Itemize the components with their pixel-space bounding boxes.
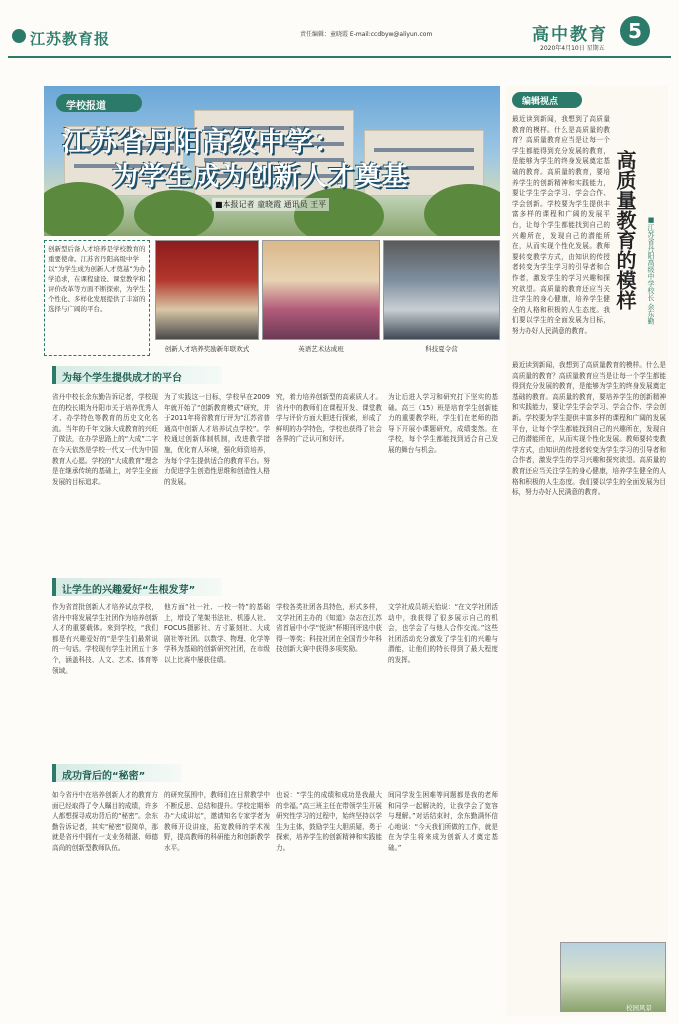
commentary-title: 高质量教育的模样 xyxy=(613,150,637,310)
commentary-tag: 编辑视点 xyxy=(522,97,559,107)
article-column: 也说：“学生的成绩和成功是我最大的幸福。”高三班主任在带领学生开展研究性学习的过程中，始终坚持以学生为主体，鼓励学生大胆质疑、勇于探索，培养学生的创新精神和实践能力。 xyxy=(276,791,382,852)
article-column: 他方面“社一社、一校一特”的基础上，增设了笔架书法社、机器人社、FOCUS摄影社、方寸篆刻社、大成剧社等社团。以数学、物理、化学等学科为基础的创新研究社团，在市级以上比赛中屡获佳绩。 xyxy=(164,603,270,664)
article-column: 作为省首批创新人才培养试点学校，省丹中将发展学生社团作为培养创新人才的重要载体。来到学校，“我们都是有兴趣爱好的”是学生们最常说的一句话。学校现有学生社团五十多个，涵盖科技、人文、艺术、体育等领域。 xyxy=(52,603,158,675)
photo-award-ceremony xyxy=(155,240,259,340)
section-heading: 成功背后的“秘密” xyxy=(62,771,146,782)
commentary-text-top: 最近读到新闻，我想到了高质量教育的模样。什么是高质量的教育？高质量教育应当是让每一个学生都能得到充分发展的教育，是能够为学生的终身发展奠定基础的教育。高质量的教育，要培养学生的创新精神和实践能力，要让学生学会学习、学会合作、学会创新。学校要为学生提供丰富多样的课程和广阔的发展平台，让每个学生都能找到自己的兴趣所在，发现自己的潜能所在，从而实现个性化发展。教师要转变教学方式，由知识的传授者转变为学生学习的引导者和合作者，激发学生的学习兴趣和探究欲望。高质量的教育还应当关注学生的身心健康，培养学生健全的人格和积极的人生态度。我们要以学生的全面发展为目标，努力办好人民满意的教育。 xyxy=(512,115,610,335)
commentary-text-body: 最近读到新闻，我想到了高质量教育的模样。什么是高质量的教育？高质量教育应当是让每一个学生都能得到充分发展的教育，是能够为学生的终身发展奠定基础的教育。高质量的教育，要培养学生的创新精神和实践能力，要让学生学会学习、学会合作、学会创新。学校要为学生提供丰富多样的课程和广阔的发展平台，让每个学生都能找到自己的兴趣所在，发现自己的潜能所在，从而实现个性化发展。教师要转变教学方式，由知识的传授者转变为学生学习的引导者和合作者，激发学生的学习兴趣和探究欲望。高质量的教育还应当关注学生的身心健康，培养学生健全的人格和积极的人生态度。我们要以学生的全面发展为目标，努力办好人民满意的教育。 xyxy=(512,361,666,497)
photo-caption: 英语艺术达成班 xyxy=(298,345,344,353)
section-heading: 为每个学生提供成才的平台 xyxy=(62,373,182,384)
photo-caption: 创新人才培养奖励新年联欢式 xyxy=(164,345,250,353)
campus-photo xyxy=(560,942,666,1012)
section-heading: 让学生的兴趣爱好“生根发芽” xyxy=(62,585,196,596)
article-column: 如今省丹中在培养创新人才的教育方面已经取得了令人瞩目的成绩，许多人都想探寻成功背后的“秘密”。余东勤告诉记者，其实“秘密”很简单，那就是省丹中拥有一支业务精湛、师德高尚的创新型教师队伍。 xyxy=(52,791,158,852)
article-column: 学校各类社团各具特色，形式多样，文学社团主办的《知道》杂志在江苏省首届中小学“悦读”杯期刊评选中获得一等奖；科技社团在全国青少年科技创新大赛中获得多项奖励。 xyxy=(276,603,382,654)
headline-line-2: 为学生成为创新人才奠基 xyxy=(112,162,410,192)
article-column: 为让后进人学习和研究打下坚实的基础。高三（15）班是培育学生创新能力的重要教学班，学生们在老师的指导下开展小课题研究，成绩斐然。在学校，每个学生都能找到适合自己发展的舞台与机会。 xyxy=(388,393,498,454)
issue-date: 2020年4月10日 星期五 xyxy=(540,45,605,52)
article-column: 究，着力培养创新型的高素质人才。省丹中的教师们在课程开发、课堂教学与评价方面大胆进行探索，形成了鲜明的办学特色，学校也获得了社会各界的广泛认可和好评。 xyxy=(276,393,382,444)
photo-caption: 科技夏令营 xyxy=(425,345,458,353)
article-column: 省丹中校长余东勤告诉记者，学校现在的校长期为丹阳市关于培养优秀人才、办学特色等教育的历史文化名流。当年的千年文脉大成教育的兴旺了做法，在办学思路上的“大成”二字在今天依然是学校一代又一代为中国教育人心愿。学校的“大成教育”理念是在继承传统的基础上，对学生全面发展的目标追求。 xyxy=(52,393,158,486)
byline: ■本报记者 童晓霞 通讯员 王平 xyxy=(212,198,329,211)
page-number: 5 xyxy=(620,16,650,46)
header-rule xyxy=(8,56,671,58)
editor-info: 责任编辑：童晓霞 E-mail:ccdbyw@aliyun.com xyxy=(300,31,433,38)
photo-english-class xyxy=(262,240,380,340)
photo-science-camp xyxy=(383,240,500,340)
campus-photo-caption: 校园风景 xyxy=(626,1004,652,1012)
intro-summary: 创新型后备人才培养是学校教育的重要使命。江苏省丹阳高级中学以“为学生成为创新人才奠基”为办学追求，在课程建设、课堂教学和评价改革等方面不断探索，为学生个性化、多样化发展提供了丰富的选择与广阔的平台。 xyxy=(44,240,150,356)
commentary-author: ■江苏省丹阳高级中学校长 余东勤 xyxy=(647,216,655,325)
masthead-title: 江苏教育报 xyxy=(30,30,111,48)
logo-icon xyxy=(12,29,26,43)
article-column: 间同学发生困难等问题都是我的老师和同学一起解决的，让我学会了宽容与理解。”对话结束时，余东勤满怀信心地说：“今天我们所做的工作，就是在为学生将来成为创新人才奠定基础。” xyxy=(388,791,498,852)
article-column: 的研究氛围中，教师们在日常教学中不断反思、总结和提升。学校定期举办“大成讲坛”，邀请知名专家学者为教师开设讲座，拓宽教师的学术视野，提高教师的科研能力和创新教学水平。 xyxy=(164,791,270,852)
section-title: 高中教育 xyxy=(532,25,608,45)
headline-line-1: 江苏省丹阳高级中学： xyxy=(62,127,342,158)
article-column: 为了实践这一目标，学校早在2009年就开始了“创新教育模式”研究，并于2011年将省教育厅评为“江苏省普通高中创新人才培养试点学校”。学校通过创新体制机制，改进教学措施，优化育人环境，强化师资培养，为每个学生提供适合的教育平台。努力促进学生创造性思维和创造性人格的发展。 xyxy=(164,393,270,486)
report-tag: 学校报道 xyxy=(66,101,106,112)
article-column: 文学社成员胡天怡说：“在文学社团活动中，我获得了很多展示自己的机会，也学会了与他人合作交流。”这些社团活动充分激发了学生们的兴趣与潜能，让他们的特长得到了最大程度的发挥。 xyxy=(388,603,498,664)
